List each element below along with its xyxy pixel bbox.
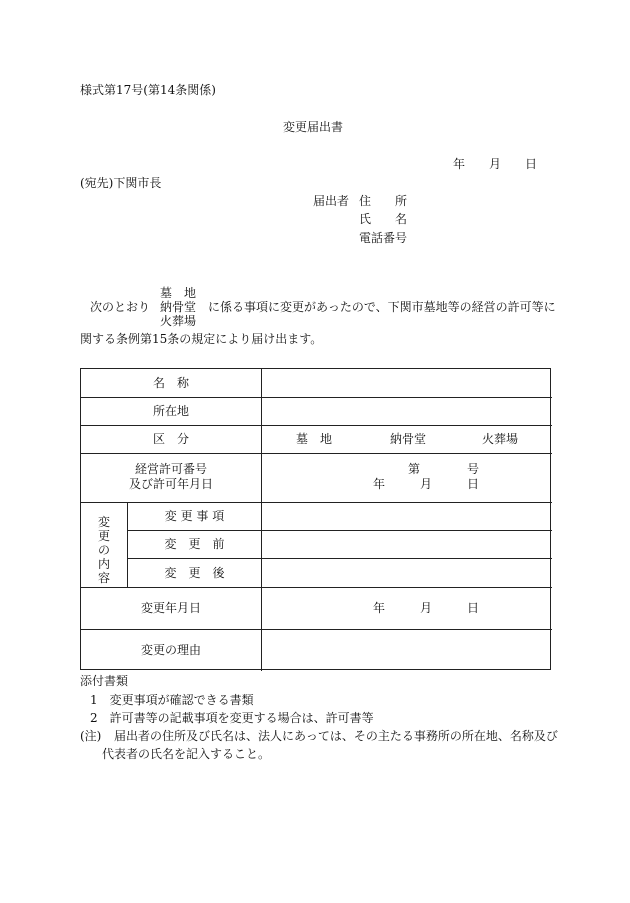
category-option-columbarium[interactable]: 納骨堂 [390, 432, 427, 446]
change-item-field[interactable] [262, 503, 552, 530]
location-field[interactable] [262, 398, 552, 425]
category-label: 区 分 [152, 432, 189, 446]
change-date-day-label: 日 [467, 601, 480, 615]
attachment-item: 1 変更事項が確認できる書類 [90, 693, 254, 707]
change-before-label: 変 更 前 [164, 537, 225, 551]
permit-month-label: 月 [420, 477, 433, 491]
reason-label: 変更の理由 [140, 643, 201, 657]
reason-field[interactable] [262, 630, 552, 670]
permit-year-label: 年 [373, 477, 386, 491]
category-option-cemetery[interactable]: 墓 地 [296, 432, 333, 446]
intro-option-cemetery: 墓 地 [160, 286, 197, 300]
addressee: (宛先)下関市長 [80, 176, 162, 190]
date-day-label: 日 [525, 157, 538, 171]
attachment-item: 2 許可書等の記載事項を変更する場合は、許可書等 [90, 711, 374, 725]
permit-number-prefix: 第 [408, 462, 421, 476]
change-after-label: 変 更 後 [164, 566, 225, 580]
intro-text-2: 関する条例第15条の規定により届け出ます。 [80, 332, 323, 346]
permit-number-suffix: 号 [467, 462, 480, 476]
intro-option-columbarium: 納骨堂 [160, 300, 197, 314]
notifier-address-label: 住 所 [359, 194, 408, 208]
category-option-crematorium[interactable]: 火葬場 [482, 432, 519, 446]
change-table [80, 368, 551, 670]
page-title: 変更届出書 [283, 120, 344, 134]
note-line-2: 代表者の氏名を記入すること。 [102, 747, 271, 761]
notifier-phone-label: 電話番号 [359, 231, 408, 245]
notifier-name-label: 氏 名 [359, 212, 408, 226]
name-field[interactable] [262, 369, 552, 397]
intro-text-1: に係る事項に変更があったので、下関市墓地等の経営の許可等に [208, 300, 556, 314]
permit-label-1: 経営許可番号 [134, 462, 207, 476]
change-content-label: 変更の内容 [97, 515, 110, 585]
change-date-label: 変更年月日 [140, 601, 201, 615]
notifier-label: 届出者 [313, 194, 350, 208]
change-after-field[interactable] [262, 559, 552, 587]
note-line-1: 届出者の住所及び氏名は、法人にあっては、その主たる事務所の所在地、名称及び [114, 729, 558, 743]
change-before-field[interactable] [262, 531, 552, 558]
intro-option-crematorium: 火葬場 [160, 314, 197, 328]
note-prefix: (注) [80, 729, 102, 743]
change-date-month-label: 月 [420, 601, 433, 615]
form-number: 様式第17号(第14条関係) [80, 83, 216, 97]
permit-label-2: 及び許可年月日 [128, 477, 213, 491]
attachments-heading: 添付書類 [80, 674, 129, 688]
location-label: 所在地 [152, 404, 189, 418]
change-date-year-label: 年 [373, 601, 386, 615]
change-item-label: 変 更 事 項 [164, 509, 225, 523]
date-month-label: 月 [489, 157, 502, 171]
permit-day-label: 日 [467, 477, 480, 491]
intro-lead: 次のとおり [90, 300, 151, 314]
name-label: 名 称 [152, 376, 189, 390]
date-year-label: 年 [453, 157, 466, 171]
